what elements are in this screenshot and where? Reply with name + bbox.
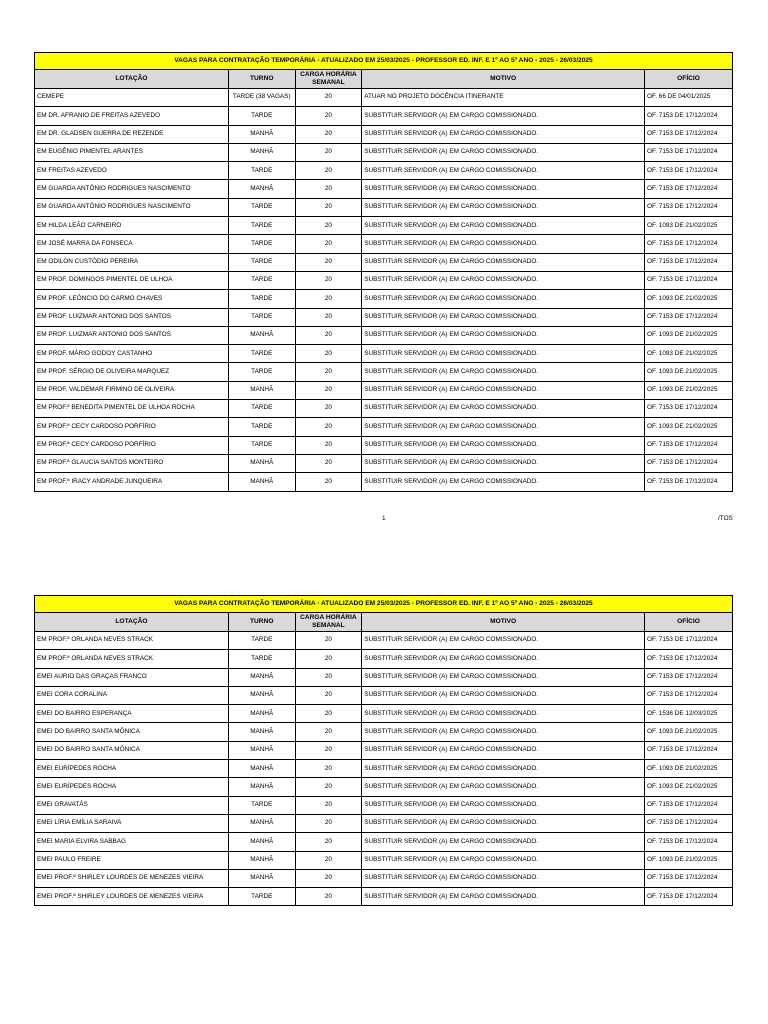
cell-motivo: SUBSTITUIR SERVIDOR (A) EM CARGO COMISSIONADO. xyxy=(362,326,645,344)
table-row xyxy=(35,869,733,887)
cell-oficio: OF. 1093 DE 21/02/2025 xyxy=(645,217,733,235)
header-turno: TURNO xyxy=(228,70,295,89)
cell-carga: 20 xyxy=(295,271,362,289)
cell-turno: TARDE xyxy=(228,796,295,814)
table-row xyxy=(35,632,733,650)
table-row xyxy=(35,381,733,399)
cell-motivo: SUBSTITUIR SERVIDOR (A) EM CARGO COMISSIONADO. xyxy=(362,271,645,289)
cell-carga: 20 xyxy=(295,217,362,235)
cell-oficio: OF. 7153 DE 17/12/2024 xyxy=(645,400,733,418)
vacancies-table xyxy=(34,52,733,492)
cell-motivo: SUBSTITUIR SERVIDOR (A) EM CARGO COMISSIONADO. xyxy=(362,290,645,308)
cell-oficio: OF. 1093 DE 21/02/2025 xyxy=(645,418,733,436)
cell-lotacao: EMEI MARIA ELVIRA SABBAG xyxy=(35,833,229,851)
cell-carga: 20 xyxy=(295,741,362,759)
cell-carga: 20 xyxy=(295,888,362,906)
cell-motivo: SUBSTITUIR SERVIDOR (A) EM CARGO COMISSIONADO. xyxy=(362,454,645,472)
cell-carga: 20 xyxy=(295,89,362,107)
cell-carga: 20 xyxy=(295,760,362,778)
cell-turno: TARDE (38 VAGAS) xyxy=(228,89,295,107)
table-row xyxy=(35,778,733,796)
header-lotacao: LOTAÇÃO xyxy=(35,70,229,89)
cell-lotacao: EM JOSÉ MARRA DA FONSECA xyxy=(35,235,229,253)
table-row xyxy=(35,290,733,308)
cell-lotacao: EM PROF.ª IRACY ANDRADE JUNQUEIRA xyxy=(35,473,229,491)
cell-carga: 20 xyxy=(295,143,362,161)
cell-motivo: ATUAR NO PROJETO DOCÊNCIA ITINERANTE xyxy=(362,89,645,107)
cell-carga: 20 xyxy=(295,454,362,472)
cell-turno: TARDE xyxy=(228,107,295,125)
cell-motivo: SUBSTITUIR SERVIDOR (A) EM CARGO COMISSIONADO. xyxy=(362,217,645,235)
cell-turno: TARDE xyxy=(228,217,295,235)
table-row xyxy=(35,668,733,686)
cell-oficio: OF. 1093 DE 21/02/2025 xyxy=(645,851,733,869)
header-turno: TURNO xyxy=(228,613,295,632)
cell-motivo: SUBSTITUIR SERVIDOR (A) EM CARGO COMISSIONADO. xyxy=(362,705,645,723)
table-row xyxy=(35,454,733,472)
cell-oficio: OF. 7153 DE 17/12/2024 xyxy=(645,107,733,125)
cell-carga: 20 xyxy=(295,235,362,253)
table-body xyxy=(35,89,733,492)
cell-carga: 20 xyxy=(295,400,362,418)
header-motivo: MOTIVO xyxy=(362,70,645,89)
header-oficio: OFÍCIO xyxy=(645,613,733,632)
cell-oficio: OF. 7153 DE 17/12/2024 xyxy=(645,271,733,289)
cell-motivo: SUBSTITUIR SERVIDOR (A) EM CARGO COMISSIONADO. xyxy=(362,308,645,326)
cell-turno: TARDE xyxy=(228,632,295,650)
cell-oficio: OF. 66 DE 04/01/2025 xyxy=(645,89,733,107)
table-row xyxy=(35,796,733,814)
cell-lotacao: EM PROF.ª ORLANDA NEVES STRACK xyxy=(35,632,229,650)
cell-turno: MANHÃ xyxy=(228,851,295,869)
cell-motivo: SUBSTITUIR SERVIDOR (A) EM CARGO COMISSIONADO. xyxy=(362,400,645,418)
cell-motivo: SUBSTITUIR SERVIDOR (A) EM CARGO COMISSIONADO. xyxy=(362,418,645,436)
cell-turno: TARDE xyxy=(228,198,295,216)
table-row xyxy=(35,705,733,723)
cell-oficio: OF. 1536 DE 12/03/2025 xyxy=(645,705,733,723)
cell-lotacao: EMEI DO BAIRRO SANTA MÔNICA xyxy=(35,723,229,741)
cell-turno: TARDE xyxy=(228,436,295,454)
cell-motivo: SUBSTITUIR SERVIDOR (A) EM CARGO COMISSIONADO. xyxy=(362,143,645,161)
cell-turno: TARDE xyxy=(228,271,295,289)
cell-motivo: SUBSTITUIR SERVIDOR (A) EM CARGO COMISSIONADO. xyxy=(362,107,645,125)
cell-carga: 20 xyxy=(295,632,362,650)
table-row xyxy=(35,760,733,778)
table-row xyxy=(35,851,733,869)
cell-oficio: OF. 7153 DE 17/12/2024 xyxy=(645,741,733,759)
cell-motivo: SUBSTITUIR SERVIDOR (A) EM CARGO COMISSIONADO. xyxy=(362,473,645,491)
cell-lotacao: EM FREITAS AZEVEDO xyxy=(35,162,229,180)
table-row xyxy=(35,217,733,235)
cell-turno: MANHÃ xyxy=(228,723,295,741)
table-row xyxy=(35,418,733,436)
cell-motivo: SUBSTITUIR SERVIDOR (A) EM CARGO COMISSIONADO. xyxy=(362,125,645,143)
table-row xyxy=(35,650,733,668)
cell-motivo: SUBSTITUIR SERVIDOR (A) EM CARGO COMISSIONADO. xyxy=(362,162,645,180)
table-row xyxy=(35,833,733,851)
cell-oficio: OF. 7153 DE 17/12/2024 xyxy=(645,180,733,198)
cell-motivo: SUBSTITUIR SERVIDOR (A) EM CARGO COMISSIONADO. xyxy=(362,814,645,832)
table-row xyxy=(35,235,733,253)
cell-carga: 20 xyxy=(295,253,362,271)
cell-oficio: OF. 7153 DE 17/12/2024 xyxy=(645,198,733,216)
cell-carga: 20 xyxy=(295,473,362,491)
cell-turno: MANHÃ xyxy=(228,869,295,887)
cell-lotacao: EM DR. GLADSEN GUERRA DE REZENDE xyxy=(35,125,229,143)
cell-lotacao: EM PROF. LUIZMAR ANTONIO DOS SANTOS xyxy=(35,308,229,326)
cell-oficio: OF. 7153 DE 17/12/2024 xyxy=(645,888,733,906)
table-row xyxy=(35,308,733,326)
cell-turno: TARDE xyxy=(228,650,295,668)
cell-oficio: OF. 1093 DE 21/02/2025 xyxy=(645,326,733,344)
cell-lotacao: EMEI AURIO DAS GRAÇAS FRANCO xyxy=(35,668,229,686)
cell-lotacao: CEMEPE xyxy=(35,89,229,107)
cell-lotacao: EM PROF.ª ORLANDA NEVES STRACK xyxy=(35,650,229,668)
cell-turno: TARDE xyxy=(228,363,295,381)
cell-oficio: OF. 7153 DE 17/12/2024 xyxy=(645,162,733,180)
cell-oficio: OF. 1093 DE 21/02/2025 xyxy=(645,290,733,308)
cell-oficio: OF. 7153 DE 17/12/2024 xyxy=(645,833,733,851)
cell-lotacao: EM PROF. LUIZMAR ANTONIO DOS SANTOS xyxy=(35,326,229,344)
cell-lotacao: EMEI EURÍPEDES ROCHA xyxy=(35,760,229,778)
cell-oficio: OF. 1093 DE 21/02/2025 xyxy=(645,723,733,741)
cell-oficio: OF. 7153 DE 17/12/2024 xyxy=(645,814,733,832)
cell-carga: 20 xyxy=(295,381,362,399)
cell-lotacao: EMEI LÍRIA EMÍLIA SARAIVA xyxy=(35,814,229,832)
cell-carga: 20 xyxy=(295,686,362,704)
cell-turno: MANHÃ xyxy=(228,705,295,723)
cell-motivo: SUBSTITUIR SERVIDOR (A) EM CARGO COMISSIONADO. xyxy=(362,760,645,778)
cell-motivo: SUBSTITUIR SERVIDOR (A) EM CARGO COMISSIONADO. xyxy=(362,363,645,381)
cell-lotacao: EM PROF.ª BENEDITA PIMENTEL DE ULHOA ROCHA xyxy=(35,400,229,418)
cell-lotacao: EM PROF.ª GLAUCIA SANTOS MONTEIRO xyxy=(35,454,229,472)
cell-lotacao: EM PROF. VALDEMAR FIRMINO DE OLIVEIRA xyxy=(35,381,229,399)
cell-turno: TARDE xyxy=(228,253,295,271)
cell-oficio: OF. 7153 DE 17/12/2024 xyxy=(645,143,733,161)
cell-motivo: SUBSTITUIR SERVIDOR (A) EM CARGO COMISSIONADO. xyxy=(362,668,645,686)
table-row xyxy=(35,436,733,454)
cell-lotacao: EMEI EURÍPEDES ROCHA xyxy=(35,778,229,796)
cell-lotacao: EM HILDA LEÃO CARNEIRO xyxy=(35,217,229,235)
cell-oficio: OF. 1093 DE 21/02/2025 xyxy=(645,345,733,363)
cell-motivo: SUBSTITUIR SERVIDOR (A) EM CARGO COMISSIONADO. xyxy=(362,778,645,796)
cell-oficio: OF. 7153 DE 17/12/2024 xyxy=(645,796,733,814)
cell-carga: 20 xyxy=(295,796,362,814)
cell-motivo: SUBSTITUIR SERVIDOR (A) EM CARGO COMISSIONADO. xyxy=(362,632,645,650)
table-row xyxy=(35,686,733,704)
cell-turno: MANHÃ xyxy=(228,668,295,686)
cell-turno: MANHÃ xyxy=(228,125,295,143)
cell-carga: 20 xyxy=(295,345,362,363)
page-number: 1 xyxy=(382,515,386,522)
cell-lotacao: EMEI PROF.ª SHIRLEY LOURDES DE MENEZES VIEIRA xyxy=(35,869,229,887)
table-body xyxy=(35,632,733,906)
cell-turno: TARDE xyxy=(228,888,295,906)
cell-motivo: SUBSTITUIR SERVIDOR (A) EM CARGO COMISSIONADO. xyxy=(362,650,645,668)
cell-motivo: SUBSTITUIR SERVIDOR (A) EM CARGO COMISSIONADO. xyxy=(362,180,645,198)
cell-carga: 20 xyxy=(295,814,362,832)
cell-carga: 20 xyxy=(295,436,362,454)
cell-motivo: SUBSTITUIR SERVIDOR (A) EM CARGO COMISSIONADO. xyxy=(362,869,645,887)
cell-lotacao: EM GUARDA ANTÔNIO RODRIGUES NASCIMENTO xyxy=(35,198,229,216)
table-row xyxy=(35,363,733,381)
cell-carga: 20 xyxy=(295,418,362,436)
table-row xyxy=(35,180,733,198)
cell-motivo: SUBSTITUIR SERVIDOR (A) EM CARGO COMISSIONADO. xyxy=(362,345,645,363)
table-row xyxy=(35,125,733,143)
cell-oficio: OF. 7153 DE 17/12/2024 xyxy=(645,125,733,143)
cell-motivo: SUBSTITUIR SERVIDOR (A) EM CARGO COMISSIONADO. xyxy=(362,851,645,869)
cell-lotacao: EM PROF. MÁRIO GODOY CASTANHO xyxy=(35,345,229,363)
cell-carga: 20 xyxy=(295,180,362,198)
cell-oficio: OF. 7153 DE 17/12/2024 xyxy=(645,454,733,472)
cell-motivo: SUBSTITUIR SERVIDOR (A) EM CARGO COMISSIONADO. xyxy=(362,235,645,253)
cell-turno: TARDE xyxy=(228,235,295,253)
cell-carga: 20 xyxy=(295,290,362,308)
table-row xyxy=(35,89,733,107)
table-row xyxy=(35,741,733,759)
cell-carga: 20 xyxy=(295,650,362,668)
table-row xyxy=(35,162,733,180)
vacancies-sheet-page-1 xyxy=(34,52,733,492)
table-row xyxy=(35,345,733,363)
cell-oficio: OF. 7153 DE 17/12/2024 xyxy=(645,436,733,454)
table-row xyxy=(35,888,733,906)
cell-oficio: OF. 1093 DE 21/02/2025 xyxy=(645,363,733,381)
cell-lotacao: EM PROF. DOMINGOS PIMENTEL DE ULHOA xyxy=(35,271,229,289)
cell-turno: MANHÃ xyxy=(228,833,295,851)
cell-oficio: OF. 1093 DE 21/02/2025 xyxy=(645,381,733,399)
table-row xyxy=(35,814,733,832)
table-row xyxy=(35,143,733,161)
cell-oficio: OF. 7153 DE 17/12/2024 xyxy=(645,632,733,650)
cell-carga: 20 xyxy=(295,363,362,381)
cell-turno: MANHÃ xyxy=(228,741,295,759)
cell-lotacao: EMEI DO BAIRRO SANTA MÔNICA xyxy=(35,741,229,759)
cell-turno: TARDE xyxy=(228,400,295,418)
table-row xyxy=(35,198,733,216)
cell-oficio: OF. 7153 DE 17/12/2024 xyxy=(645,869,733,887)
cell-oficio: OF. 7153 DE 17/12/2024 xyxy=(645,308,733,326)
cell-carga: 20 xyxy=(295,125,362,143)
cell-motivo: SUBSTITUIR SERVIDOR (A) EM CARGO COMISSIONADO. xyxy=(362,381,645,399)
cell-oficio: OF. 7153 DE 17/12/2024 xyxy=(645,650,733,668)
vacancies-sheet-page-2 xyxy=(34,595,733,906)
cell-oficio: OF. 7153 DE 17/12/2024 xyxy=(645,235,733,253)
cell-turno: MANHÃ xyxy=(228,686,295,704)
cell-turno: MANHÃ xyxy=(228,180,295,198)
cell-carga: 20 xyxy=(295,308,362,326)
cell-turno: MANHÃ xyxy=(228,454,295,472)
cell-carga: 20 xyxy=(295,326,362,344)
table-row xyxy=(35,253,733,271)
table-row xyxy=(35,473,733,491)
cell-carga: 20 xyxy=(295,869,362,887)
cell-lotacao: EM GUARDA ANTÔNIO RODRIGUES NASCIMENTO xyxy=(35,180,229,198)
cell-turno: TARDE xyxy=(228,345,295,363)
table-row xyxy=(35,400,733,418)
cell-motivo: SUBSTITUIR SERVIDOR (A) EM CARGO COMISSIONADO. xyxy=(362,723,645,741)
cell-turno: TARDE xyxy=(228,162,295,180)
cell-carga: 20 xyxy=(295,668,362,686)
table-row xyxy=(35,107,733,125)
cell-motivo: SUBSTITUIR SERVIDOR (A) EM CARGO COMISSIONADO. xyxy=(362,436,645,454)
cell-lotacao: EMEI PAULO FREIRE xyxy=(35,851,229,869)
cell-carga: 20 xyxy=(295,723,362,741)
cell-lotacao: EM PROF. LEÔNCIO DO CARMO CHAVES xyxy=(35,290,229,308)
cell-motivo: SUBSTITUIR SERVIDOR (A) EM CARGO COMISSIONADO. xyxy=(362,686,645,704)
cell-lotacao: EM PROF.ª CECY CARDOSO PORFÍRIO xyxy=(35,436,229,454)
cell-oficio: OF. 7153 DE 17/12/2024 xyxy=(645,473,733,491)
cell-turno: MANHÃ xyxy=(228,814,295,832)
cell-turno: TARDE xyxy=(228,290,295,308)
cell-carga: 20 xyxy=(295,705,362,723)
cell-motivo: SUBSTITUIR SERVIDOR (A) EM CARGO COMISSIONADO. xyxy=(362,741,645,759)
cell-carga: 20 xyxy=(295,851,362,869)
cell-motivo: SUBSTITUIR SERVIDOR (A) EM CARGO COMISSIONADO. xyxy=(362,796,645,814)
header-motivo: MOTIVO xyxy=(362,613,645,632)
table-title: VAGAS PARA CONTRATAÇÃO TEMPORÁRIA - ATUALIZADO EM 25/03/2025 - PROFESSOR ED. INF. E 1º AO 5º ANO - 2025 - 26/03/2025 xyxy=(35,53,733,70)
cell-turno: MANHÃ xyxy=(228,326,295,344)
cell-carga: 20 xyxy=(295,778,362,796)
cell-lotacao: EMEI PROF.ª SHIRLEY LOURDES DE MENEZES VIEIRA xyxy=(35,888,229,906)
cell-carga: 20 xyxy=(295,107,362,125)
cell-oficio: OF. 1093 DE 21/02/2025 xyxy=(645,760,733,778)
cell-lotacao: EM ODILON CUSTÓDIO PEREIRA xyxy=(35,253,229,271)
cell-lotacao: EM EUGÊNIO PIMENTEL ARANTES xyxy=(35,143,229,161)
cell-motivo: SUBSTITUIR SERVIDOR (A) EM CARGO COMISSIONADO. xyxy=(362,253,645,271)
header-oficio: OFÍCIO xyxy=(645,70,733,89)
header-carga: CARGA HORÁRIA SEMANAL xyxy=(295,70,362,89)
footer-right-text: /TOS xyxy=(718,515,733,522)
cell-oficio: OF. 1093 DE 21/02/2025 xyxy=(645,778,733,796)
cell-carga: 20 xyxy=(295,198,362,216)
cell-turno: TARDE xyxy=(228,308,295,326)
cell-carga: 20 xyxy=(295,833,362,851)
cell-turno: MANHÃ xyxy=(228,473,295,491)
cell-turno: MANHÃ xyxy=(228,381,295,399)
cell-turno: MANHÃ xyxy=(228,778,295,796)
cell-turno: MANHÃ xyxy=(228,143,295,161)
table-title: VAGAS PARA CONTRATAÇÃO TEMPORÁRIA - ATUALIZADO EM 25/03/2025 - PROFESSOR ED. INF. E 1º AO 5º ANO - 2025 - 26/03/2025 xyxy=(35,596,733,613)
cell-motivo: SUBSTITUIR SERVIDOR (A) EM CARGO COMISSIONADO. xyxy=(362,833,645,851)
cell-turno: MANHÃ xyxy=(228,760,295,778)
cell-lotacao: EM DR. AFRANIO DE FREITAS AZEVEDO xyxy=(35,107,229,125)
table-row xyxy=(35,271,733,289)
cell-oficio: OF. 7153 DE 17/12/2024 xyxy=(645,686,733,704)
header-lotacao: LOTAÇÃO xyxy=(35,613,229,632)
header-carga: CARGA HORÁRIA SEMANAL xyxy=(295,613,362,632)
table-row xyxy=(35,723,733,741)
cell-lotacao: EMEI CORA CORALINA xyxy=(35,686,229,704)
cell-lotacao: EMEI GRAVATÁS xyxy=(35,796,229,814)
vacancies-table xyxy=(34,595,733,906)
cell-oficio: OF. 7153 DE 17/12/2024 xyxy=(645,668,733,686)
cell-oficio: OF. 7153 DE 17/12/2024 xyxy=(645,253,733,271)
cell-motivo: SUBSTITUIR SERVIDOR (A) EM CARGO COMISSIONADO. xyxy=(362,888,645,906)
cell-motivo: SUBSTITUIR SERVIDOR (A) EM CARGO COMISSIONADO. xyxy=(362,198,645,216)
table-row xyxy=(35,326,733,344)
cell-carga: 20 xyxy=(295,162,362,180)
cell-lotacao: EM PROF.ª CECY CARDOSO PORFÍRIO xyxy=(35,418,229,436)
cell-lotacao: EM PROF. SÉRGIO DE OLIVEIRA MARQUEZ xyxy=(35,363,229,381)
cell-turno: TARDE xyxy=(228,418,295,436)
cell-lotacao: EMEI DO BAIRRO ESPERANÇA xyxy=(35,705,229,723)
